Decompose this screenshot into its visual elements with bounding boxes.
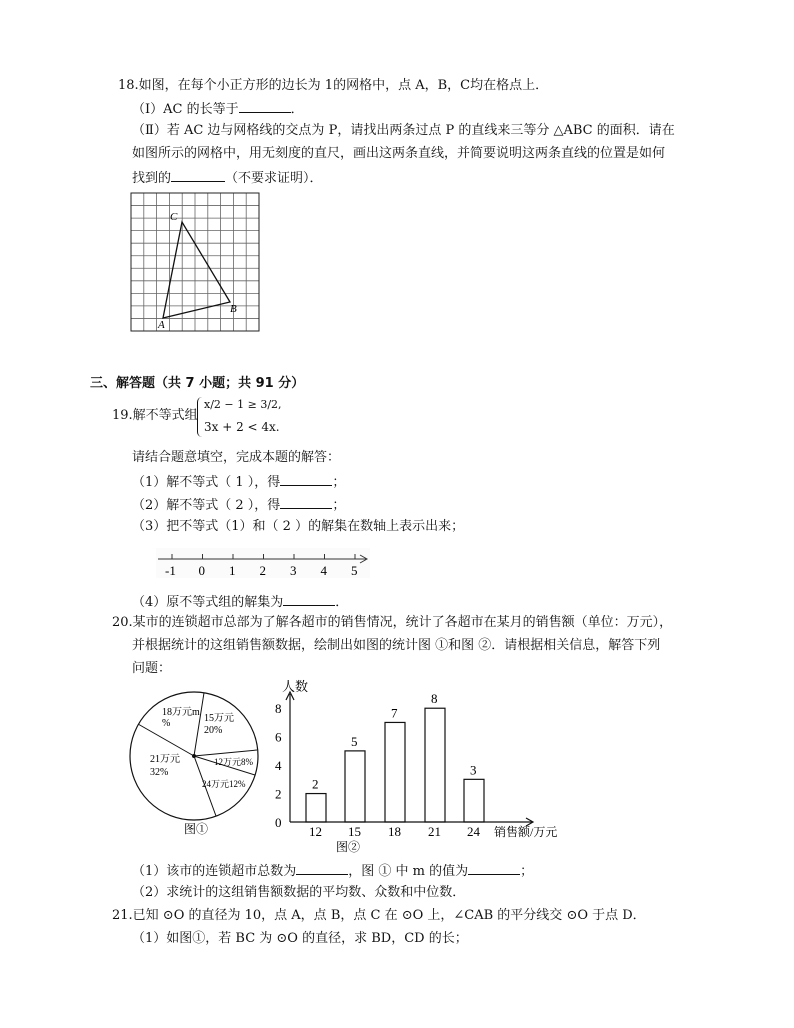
q19-step4-end: ．	[335, 595, 349, 610]
q20-line3: 问题：	[132, 661, 172, 676]
axis-tick-label: 5	[351, 563, 358, 578]
slice-21-label: 21万元	[150, 754, 180, 765]
q18-part1	[132, 100, 304, 118]
q19-step1-end: ；	[332, 475, 346, 490]
q21-line2: （1）如图①，若 BC 为 ⊙O 的直径，求 BD，CD 的长；	[132, 931, 468, 946]
answer-blank	[171, 169, 225, 182]
slice-12-label: 12万元8%	[214, 757, 253, 767]
q20-line2: 并根据统计的这组销售额数据，绘制出如图的统计图 ①和图 ②．请根据相关信息，解答下列	[132, 638, 661, 653]
axis-tick-label: 0	[198, 563, 205, 578]
slice-18-percent: %	[162, 718, 171, 729]
answer-blank	[280, 496, 332, 509]
q20-sub2: （2）求统计的这组销售额数据的平均数、众数和中位数．	[132, 885, 466, 900]
bar	[306, 794, 326, 822]
pie-divider	[194, 693, 204, 756]
point-c-label: C	[170, 211, 178, 223]
q20-sub1	[132, 862, 533, 880]
axis-tick-label: 4	[320, 563, 327, 578]
axis-tick-label: 2	[259, 563, 266, 578]
answer-blank	[296, 862, 348, 875]
answer-blank	[280, 473, 332, 486]
x-tick-label: 24	[467, 824, 480, 839]
q19-step4	[132, 593, 348, 611]
brace	[197, 397, 202, 437]
q18-part2-line3-text: 找到的	[132, 171, 172, 186]
x-tick-label: 18	[388, 824, 401, 839]
q20-sub1-end: ；	[520, 864, 534, 879]
bar	[345, 751, 365, 822]
answer-blank	[283, 593, 335, 606]
triangle-abc	[163, 222, 230, 318]
q19-step1-text: （1）解不等式（ 1 ），得	[132, 475, 281, 490]
q19-step3: （3）把不等式（1）和（ 2 ）的解集在数轴上表示出来；	[132, 519, 465, 534]
x-tick-label: 21	[428, 824, 441, 839]
q20-line1: 20.某市的连锁超市总部为了解各超市的销售情况，统计了各超市在某月的销售额（单位：万元），	[112, 615, 673, 630]
x-axis-label: 销售额/万元	[494, 825, 558, 839]
axis-tick-label: 3	[290, 563, 297, 578]
slice-24-label: 24万元12%	[202, 779, 246, 789]
q19-inequality-2: 3x + 2 < 4x.	[204, 420, 280, 434]
q19-step2-end: ；	[332, 498, 346, 513]
q19-step2-text: （2）解不等式（ 2 ），得	[132, 498, 281, 513]
slice-18-label: 18万元m	[162, 707, 200, 718]
q21-line1: 21.已知 ⊙O 的直径为 10，点 A，点 B，点 C 在 ⊙O 上，∠CAB 的平分线交 ⊙O 于点 D．	[112, 908, 646, 923]
bar-value-label: 8	[431, 691, 438, 707]
slice-15-percent: 20%	[204, 725, 223, 736]
bar-value-label: 5	[351, 733, 358, 749]
q19-step2	[132, 496, 345, 514]
q19-step1	[132, 473, 345, 491]
x-tick-label: 12	[309, 824, 322, 839]
axis-tick-label: -1	[165, 563, 176, 578]
bar-chart	[270, 676, 562, 856]
answer-blank	[239, 100, 291, 113]
y-axis-label: 人数	[282, 679, 309, 694]
bar-caption: 图②	[336, 840, 361, 854]
q19-step4-text: （4）原不等式组的解集为	[132, 595, 284, 610]
q18-stem: 18.如图，在每个小正方形的边长为 1的网格中，点 A，B，C均在格点上．	[118, 78, 549, 93]
q18-part2-line3	[132, 169, 323, 187]
q20-sub1-mid: ，图 ① 中 m 的值为	[348, 864, 469, 879]
bar	[385, 722, 405, 822]
y-tick-label: 0	[275, 815, 282, 830]
bar-value-label: 3	[470, 762, 477, 778]
axis-tick-label: 1	[229, 563, 236, 578]
q20-sub1-text: （1）该市的连锁超市总数为	[132, 864, 297, 879]
bar-value-label: 2	[312, 776, 319, 792]
pie-caption: 图①	[184, 822, 209, 836]
pie-center	[192, 754, 196, 758]
slice-15-label: 15万元	[204, 713, 234, 724]
bar-value-label: 7	[391, 705, 398, 721]
q19-inequality-1: x/2 − 1 ≥ 3/2,	[204, 398, 282, 411]
point-b-label: B	[230, 303, 237, 315]
q19-stem: 19.解不等式组	[112, 408, 198, 423]
q18-part2-line2: 如图所示的网格中，用无刻度的直尺，画出这两条直线，并简要说明这两条直线的位置是如何	[132, 146, 666, 161]
bar	[464, 779, 484, 822]
q18-part1-text: （Ⅰ）AC 的长等于	[132, 102, 239, 117]
y-tick-label: 6	[275, 729, 282, 745]
x-tick-label: 15	[348, 824, 361, 839]
y-tick-label: 2	[275, 786, 282, 802]
q18-part1-end: ．	[290, 102, 304, 117]
q19-intro: 请结合题意填空，完成本题的解答：	[132, 450, 341, 465]
point-a-label: A	[158, 319, 165, 331]
q18-grid-figure	[130, 192, 262, 332]
bar	[425, 708, 445, 822]
answer-blank	[468, 862, 520, 875]
number-line	[156, 548, 376, 580]
q18-part2-line1: （Ⅱ）若 AC 边与网格线的交点为 P，请找出两条过点 P 的直线来三等分 △ABC 的面积．请在	[132, 123, 675, 138]
q18-part2-line3-end: （不要求证明）．	[225, 171, 323, 186]
slice-21-percent: 32%	[150, 767, 169, 778]
pie-chart	[128, 690, 264, 842]
pie-divider	[194, 750, 257, 756]
y-tick-label: 8	[275, 701, 282, 717]
y-tick-label: 4	[275, 758, 282, 774]
section-title: 三、解答题（共 7 小题；共 91 分）	[90, 376, 305, 391]
